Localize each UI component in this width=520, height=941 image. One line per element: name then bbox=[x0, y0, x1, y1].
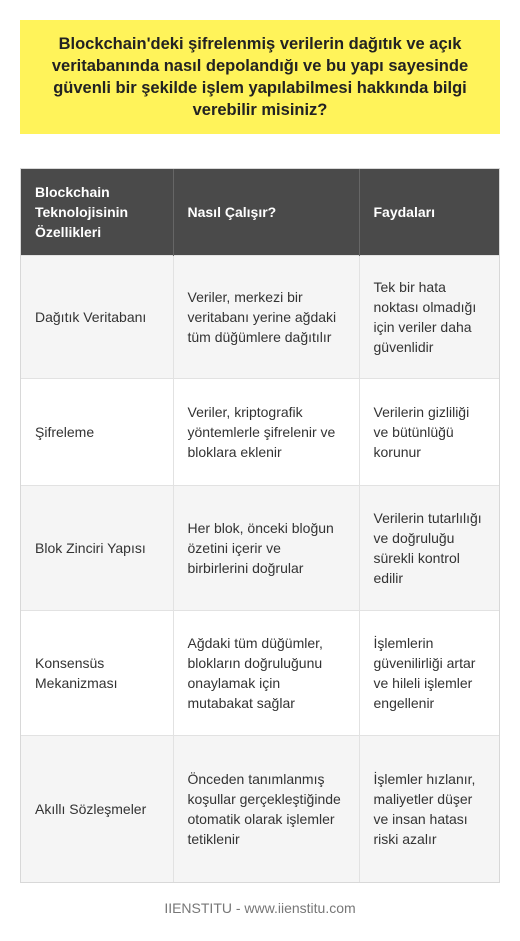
benefit-cell: Tek bir hata noktası olmadığı için veriler daha güvenlidir bbox=[359, 256, 499, 379]
header-benefits: Faydaları bbox=[359, 169, 499, 256]
table-row bbox=[21, 256, 499, 379]
feature-cell: Akıllı Sözleşmeler bbox=[21, 736, 173, 883]
table-row bbox=[21, 736, 499, 883]
how-cell: Veriler, merkezi bir veritabanı yerine ağdaki tüm düğümlere dağıtılır bbox=[173, 256, 359, 379]
benefit-cell: İşlemlerin güvenilirliği artar ve hileli işlemler engellenir bbox=[359, 611, 499, 736]
table-row bbox=[21, 611, 499, 736]
feature-cell: Konsensüs Mekanizması bbox=[21, 611, 173, 736]
table-row bbox=[21, 486, 499, 611]
how-cell: Ağdaki tüm düğümler, blokların doğruluğunu onaylamak için mutabakat sağlar bbox=[173, 611, 359, 736]
how-cell: Her blok, önceki bloğun özetini içerir ve birbirlerini doğrular bbox=[173, 486, 359, 611]
benefit-cell: İşlemler hızlanır, maliyetler düşer ve insan hatası riski azalır bbox=[359, 736, 499, 883]
question-banner bbox=[20, 20, 500, 134]
feature-cell: Blok Zinciri Yapısı bbox=[21, 486, 173, 611]
table-header-row bbox=[21, 169, 499, 256]
footer-credit: IIENSTITU - www.iienstitu.com bbox=[164, 900, 356, 916]
features-table bbox=[20, 168, 500, 883]
benefit-cell: Verilerin gizliliği ve bütünlüğü korunur bbox=[359, 379, 499, 486]
header-features: Blockchain Teknolojisinin Özellikleri bbox=[21, 169, 173, 256]
feature-cell: Şifreleme bbox=[21, 379, 173, 486]
question-text: Blockchain'deki şifrelenmiş verilerin dağıtık ve açık veritabanında nasıl depolandığı ve bu yapı sayesinde güvenli bir şekilde işlem yapılabilmesi hakkında bilgi verebilir misiniz? bbox=[51, 35, 469, 119]
how-cell: Veriler, kriptografik yöntemlerle şifrelenir ve bloklara eklenir bbox=[173, 379, 359, 486]
benefit-cell: Verilerin tutarlılığı ve doğruluğu sürekli kontrol edilir bbox=[359, 486, 499, 611]
header-how-it-works: Nasıl Çalışır? bbox=[173, 169, 359, 256]
feature-cell: Dağıtık Veritabanı bbox=[21, 256, 173, 379]
how-cell: Önceden tanımlanmış koşullar gerçekleştiğinde otomatik olarak işlemler tetiklenir bbox=[173, 736, 359, 883]
table-row bbox=[21, 379, 499, 486]
